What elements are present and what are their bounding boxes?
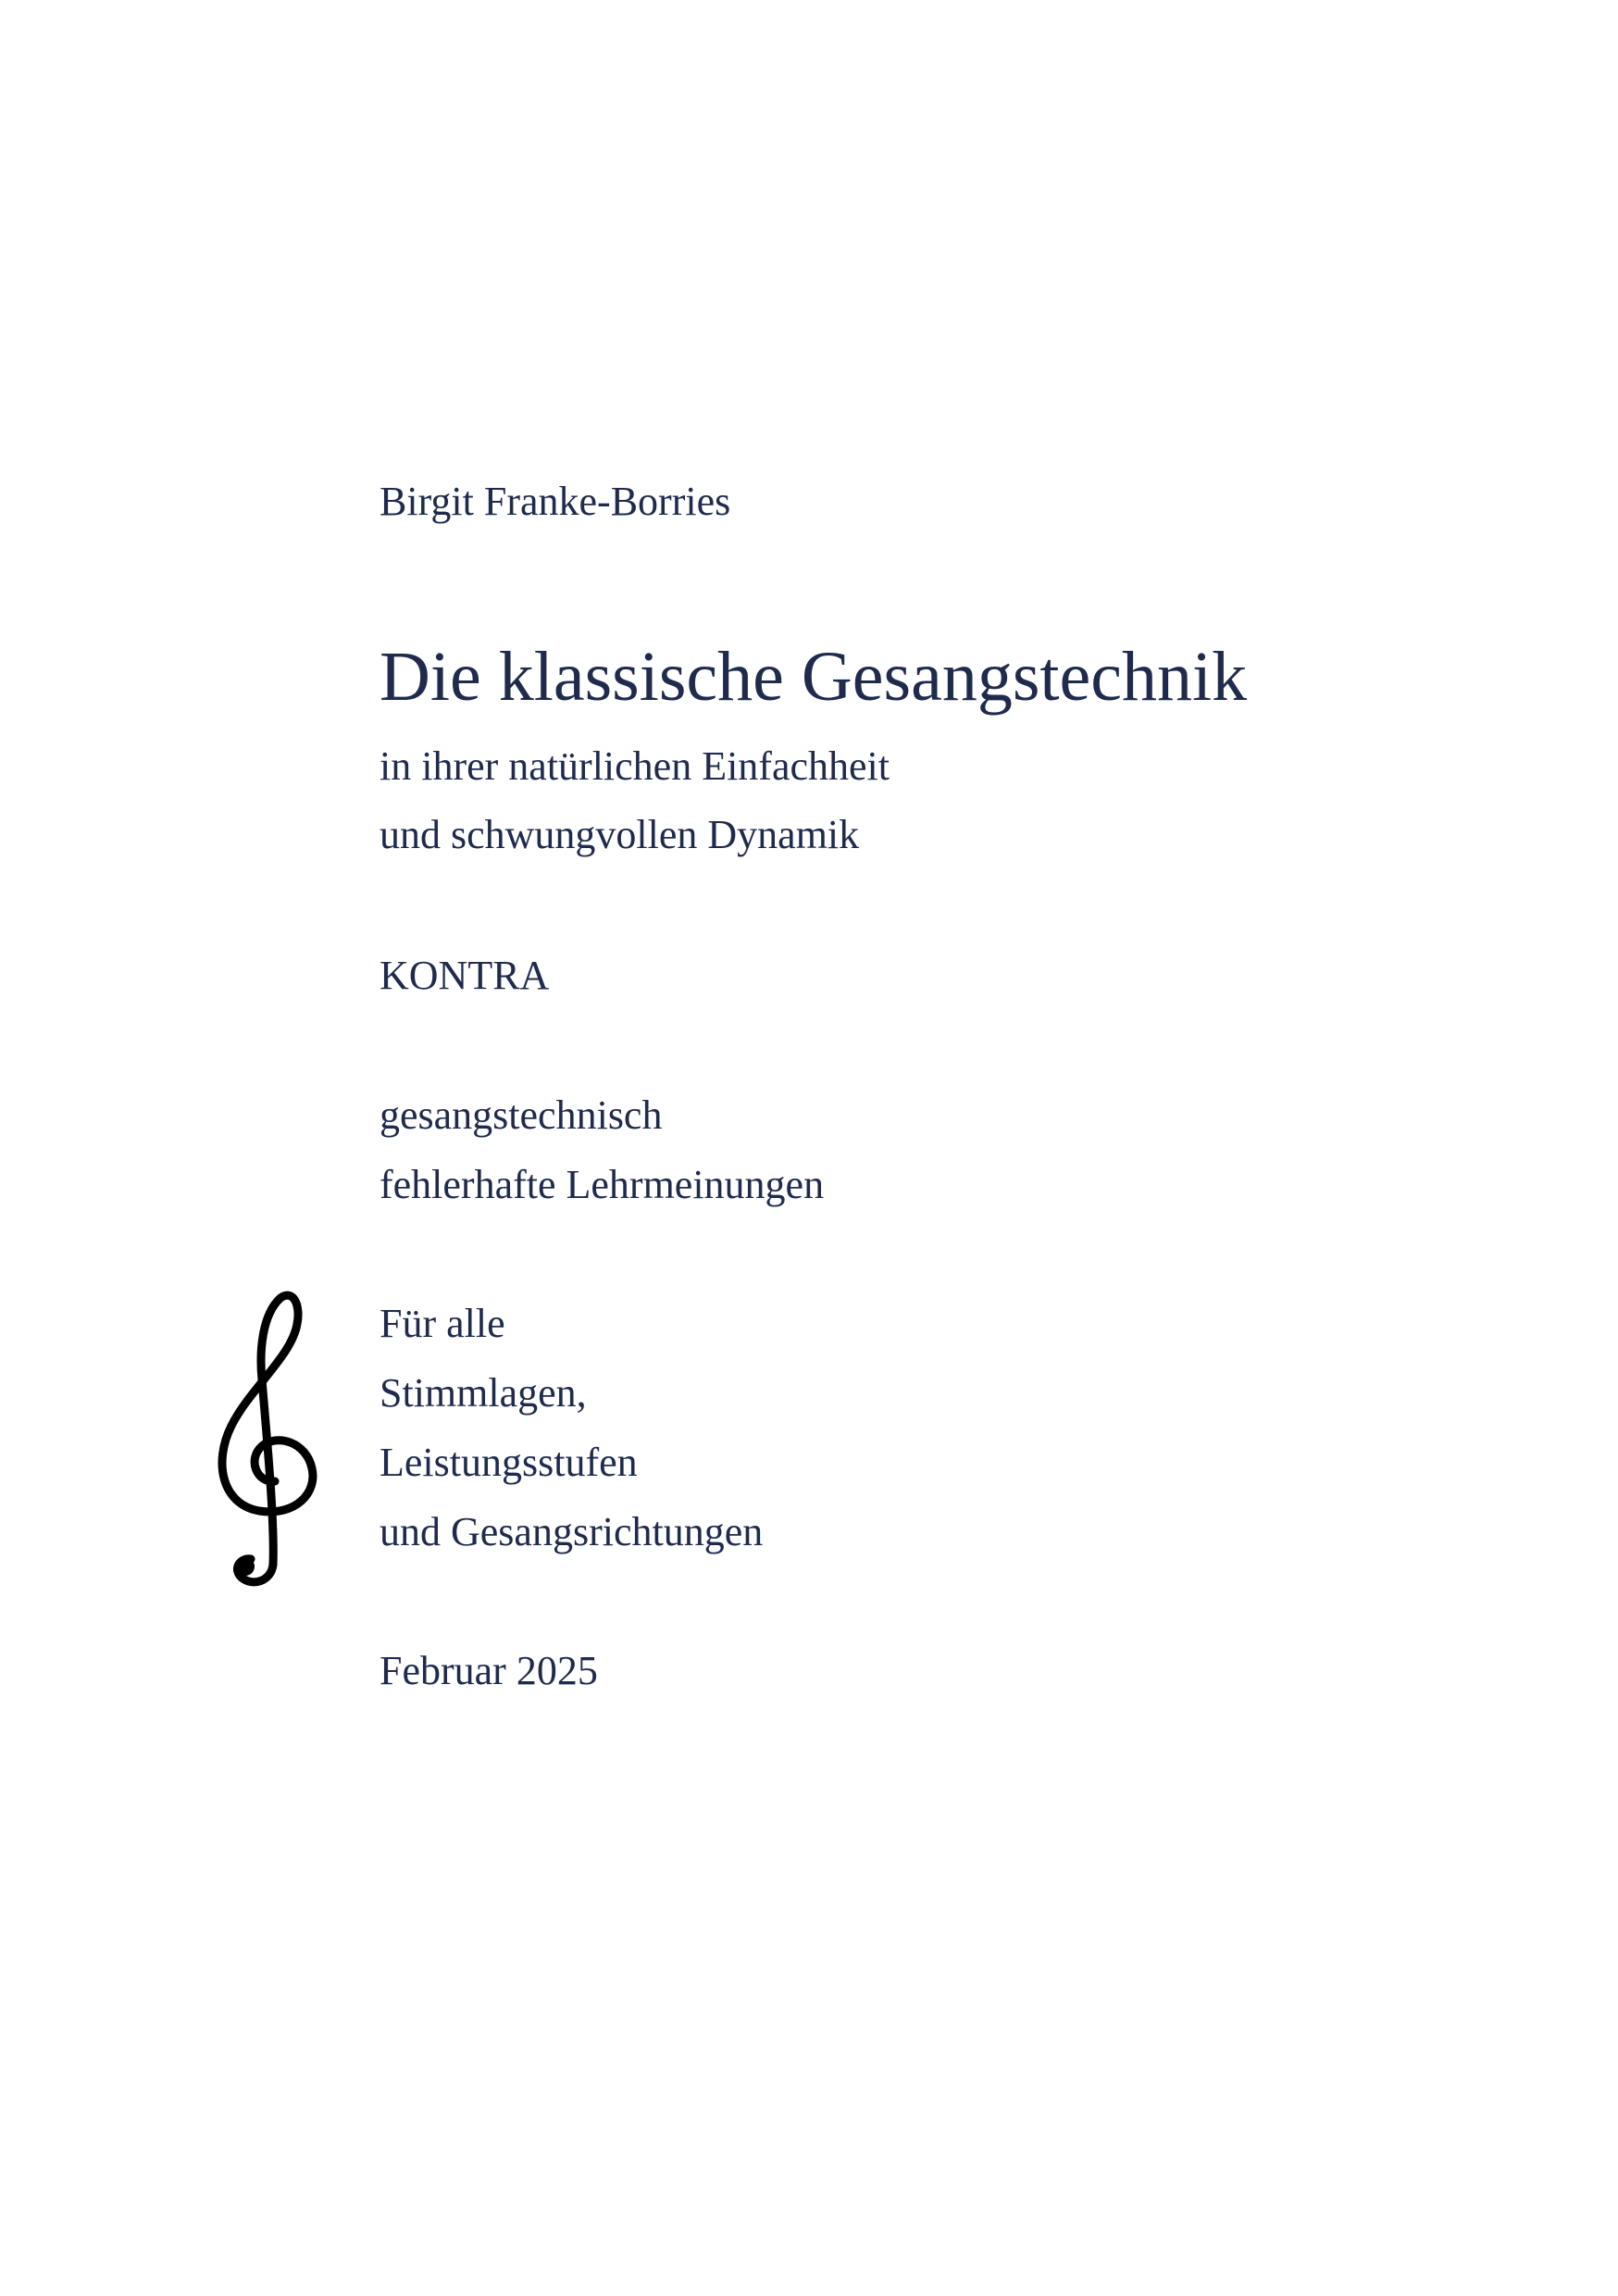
audience-line-4: und Gesangsrichtungen — [380, 1509, 764, 1554]
publication-date: Februar 2025 — [380, 1648, 598, 1693]
subtitle-line-2: und schwungvollen Dynamik — [380, 812, 860, 857]
treble-clef-icon — [208, 1287, 329, 1592]
author-name: Birgit Franke-Borries — [380, 479, 731, 524]
audience-line-2: Stimmlagen, — [380, 1370, 587, 1416]
lehrmeinungen-line-2: fehlerhafte Lehrmeinungen — [380, 1162, 825, 1207]
book-title: Die klassische Gesangstechnik — [380, 638, 1248, 716]
audience-line-1: Für alle — [380, 1301, 505, 1346]
kontra-label: KONTRA — [380, 953, 550, 998]
lehrmeinungen-line-1: gesangstechnisch — [380, 1092, 663, 1138]
audience-line-3: Leistungsstufen — [380, 1440, 638, 1485]
subtitle-line-1: in ihrer natürlichen Einfachheit — [380, 743, 890, 789]
